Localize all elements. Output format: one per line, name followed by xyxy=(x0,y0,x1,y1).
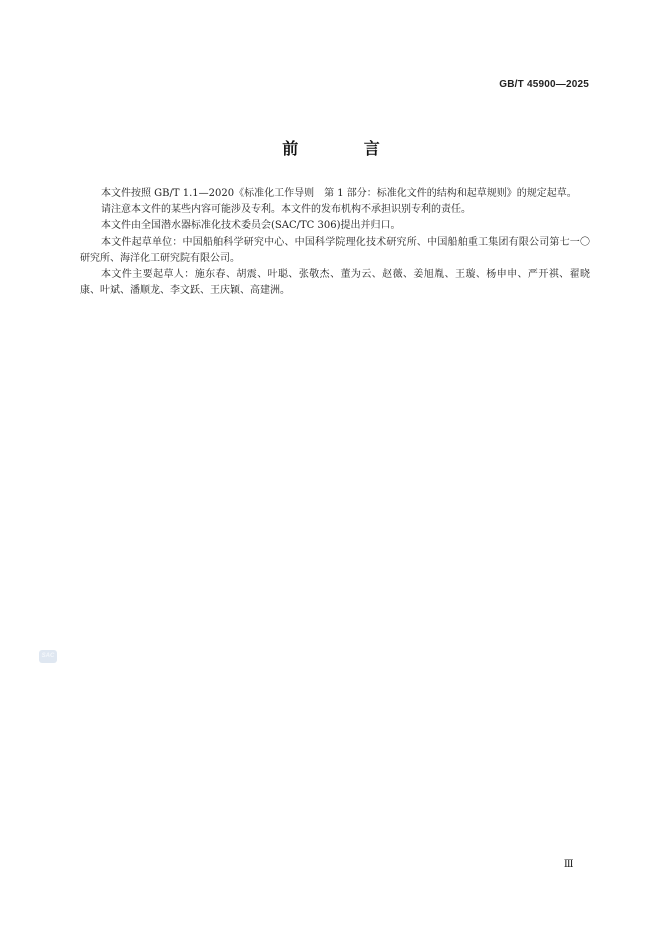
paragraph-patent-notice: 请注意本文件的某些内容可能涉及专利。本文件的发布机构不承担识别专利的责任。 xyxy=(101,204,471,216)
paragraph-drafting-rules: 本文件按照 GB/T 1.1—2020《标准化工作导则 第 1 部分：标准化文件的结构和起草规则》的规定起草。 xyxy=(101,188,577,199)
page-number: Ⅲ xyxy=(563,859,573,870)
paragraph-proposer: 本文件由全国潜水器标准化技术委员会(SAC/TC 306)提出并归口。 xyxy=(101,220,401,232)
standard-code: GB/T 45900—2025 xyxy=(499,79,589,90)
preface-body xyxy=(80,186,590,299)
sac-watermark-logo: SAC xyxy=(39,650,57,663)
paragraph-drafters: 本文件主要起草人：施东春、胡震、叶聪、张敬杰、董为云、赵薇、姜旭胤、王璇、杨申申、严开祺、翟晓康、叶斌、潘顺龙、李文跃、王庆颖、高建洲。 xyxy=(80,269,590,297)
paragraph-drafting-units: 本文件起草单位：中国船舶科学研究中心、中国科学院理化技术研究所、中国船舶重工集团有限公司第七一〇研究所、海洋化工研究院有限公司。 xyxy=(80,236,590,264)
page-title: 前 言 xyxy=(282,139,410,158)
